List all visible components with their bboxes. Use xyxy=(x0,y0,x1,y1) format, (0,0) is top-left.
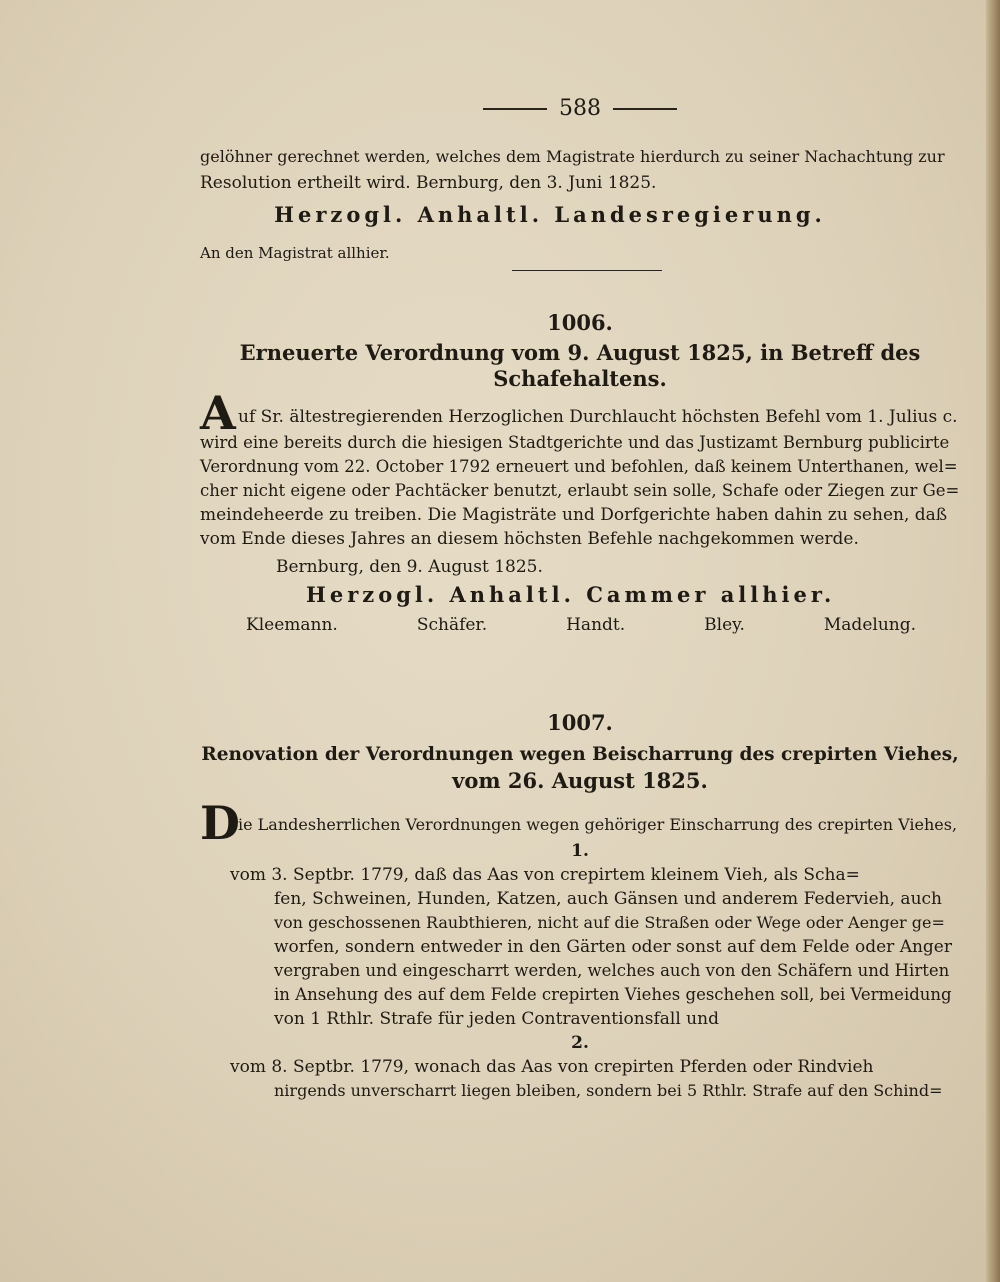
page-number-dash-left xyxy=(483,108,547,110)
section-title-continued: vom 26. August 1825. xyxy=(452,768,708,793)
section-title: Renovation der Verordnungen wegen Beischarrung des crepirten Viehes, xyxy=(201,744,959,765)
drop-capital: D xyxy=(200,796,240,850)
item-number: 1. xyxy=(571,841,589,861)
text-line: meindeheerde zu treiben. Die Magisträte und Dorfgerichte haben dahin zu sehen, daß xyxy=(200,505,948,525)
text-line: uf Sr. ältestregierenden Herzoglichen Durchlaucht höchsten Befehl vom 1. Julius c. xyxy=(238,407,958,427)
signature-bley: Bley. xyxy=(704,615,745,635)
section-title: Erneuerte Verordnung vom 9. August 1825, in Betreff des xyxy=(239,340,921,365)
signature-schaefer: Schäfer. xyxy=(416,615,488,635)
drop-capital: A xyxy=(200,386,236,440)
page-number: 588 xyxy=(470,96,690,121)
signature-kleemann: Kleemann. xyxy=(246,615,338,635)
signature-row xyxy=(246,614,916,636)
text-line: Verordnung vom 22. October 1792 erneuert und befohlen, daß keinem Unterthanen, wel= xyxy=(200,457,958,476)
text-line: von 1 Rthlr. Strafe für jeden Contraventionsfall und xyxy=(274,1009,719,1029)
text-line: vergraben und eingescharrt werden, welches auch von den Schäfern und Hirten xyxy=(274,961,950,980)
text-line: vom 3. Septbr. 1779, daß das Aas von crepirtem kleinem Vieh, als Scha= xyxy=(230,865,860,885)
text-line: worfen, sondern entweder in den Gärten oder sonst auf dem Felde oder Anger xyxy=(274,937,952,957)
text-line: gelöhner gerechnet werden, welches dem Magistrate hierdurch zu seiner Nachachtung zur xyxy=(200,147,945,166)
section-number: 1007. xyxy=(547,710,613,735)
text-line: wird eine bereits durch die hiesigen Stadtgerichte und das Justizamt Bernburg publicirte xyxy=(200,433,950,452)
authority-heading: Herzogl. Anhaltl. Landesregierung. xyxy=(274,202,826,227)
text-line: cher nicht eigene oder Pachtäcker benutzt, erlaubt sein solle, Schafe oder Ziegen zur Ge= xyxy=(200,481,960,500)
text-line: vom 8. Septbr. 1779, wonach das Aas von crepirten Pferden oder Rindvieh xyxy=(230,1057,874,1077)
signature-madelung: Madelung. xyxy=(823,615,916,635)
item-number: 2. xyxy=(571,1033,589,1053)
text-line: von geschossenen Raubthieren, nicht auf die Straßen oder Wege oder Aenger ge= xyxy=(274,913,945,932)
authority-heading: Herzogl. Anhaltl. Cammer allhier. xyxy=(306,582,836,607)
text-line: in Ansehung des auf dem Felde crepirten Viehes geschehen soll, bei Vermeidung xyxy=(274,985,952,1004)
section-separator xyxy=(512,270,662,271)
text-line: vom Ende dieses Jahres an diesem höchsten Befehle nachgekommen werde. xyxy=(200,529,859,549)
text-line: ie Landesherrlichen Verordnungen wegen gehöriger Einscharrung des crepirten Viehes, xyxy=(238,815,958,834)
text-line: Resolution ertheilt wird. Bernburg, den 3. Juni 1825. xyxy=(200,173,657,193)
signature-handt: Handt. xyxy=(566,615,626,635)
section-number: 1006. xyxy=(547,310,613,335)
text-line: nirgends unverscharrt liegen bleiben, sondern bei 5 Rthlr. Strafe auf den Schind= xyxy=(274,1081,943,1100)
page-number-dash-right xyxy=(613,108,677,110)
book-spine-shadow xyxy=(986,0,1000,1282)
addressee-line: An den Magistrat allhier. xyxy=(200,244,390,262)
date-line: Bernburg, den 9. August 1825. xyxy=(276,557,543,577)
text-line: fen, Schweinen, Hunden, Katzen, auch Gänsen und anderem Federvieh, auch xyxy=(274,889,942,909)
section-title-continued: Schafehaltens. xyxy=(493,366,667,391)
